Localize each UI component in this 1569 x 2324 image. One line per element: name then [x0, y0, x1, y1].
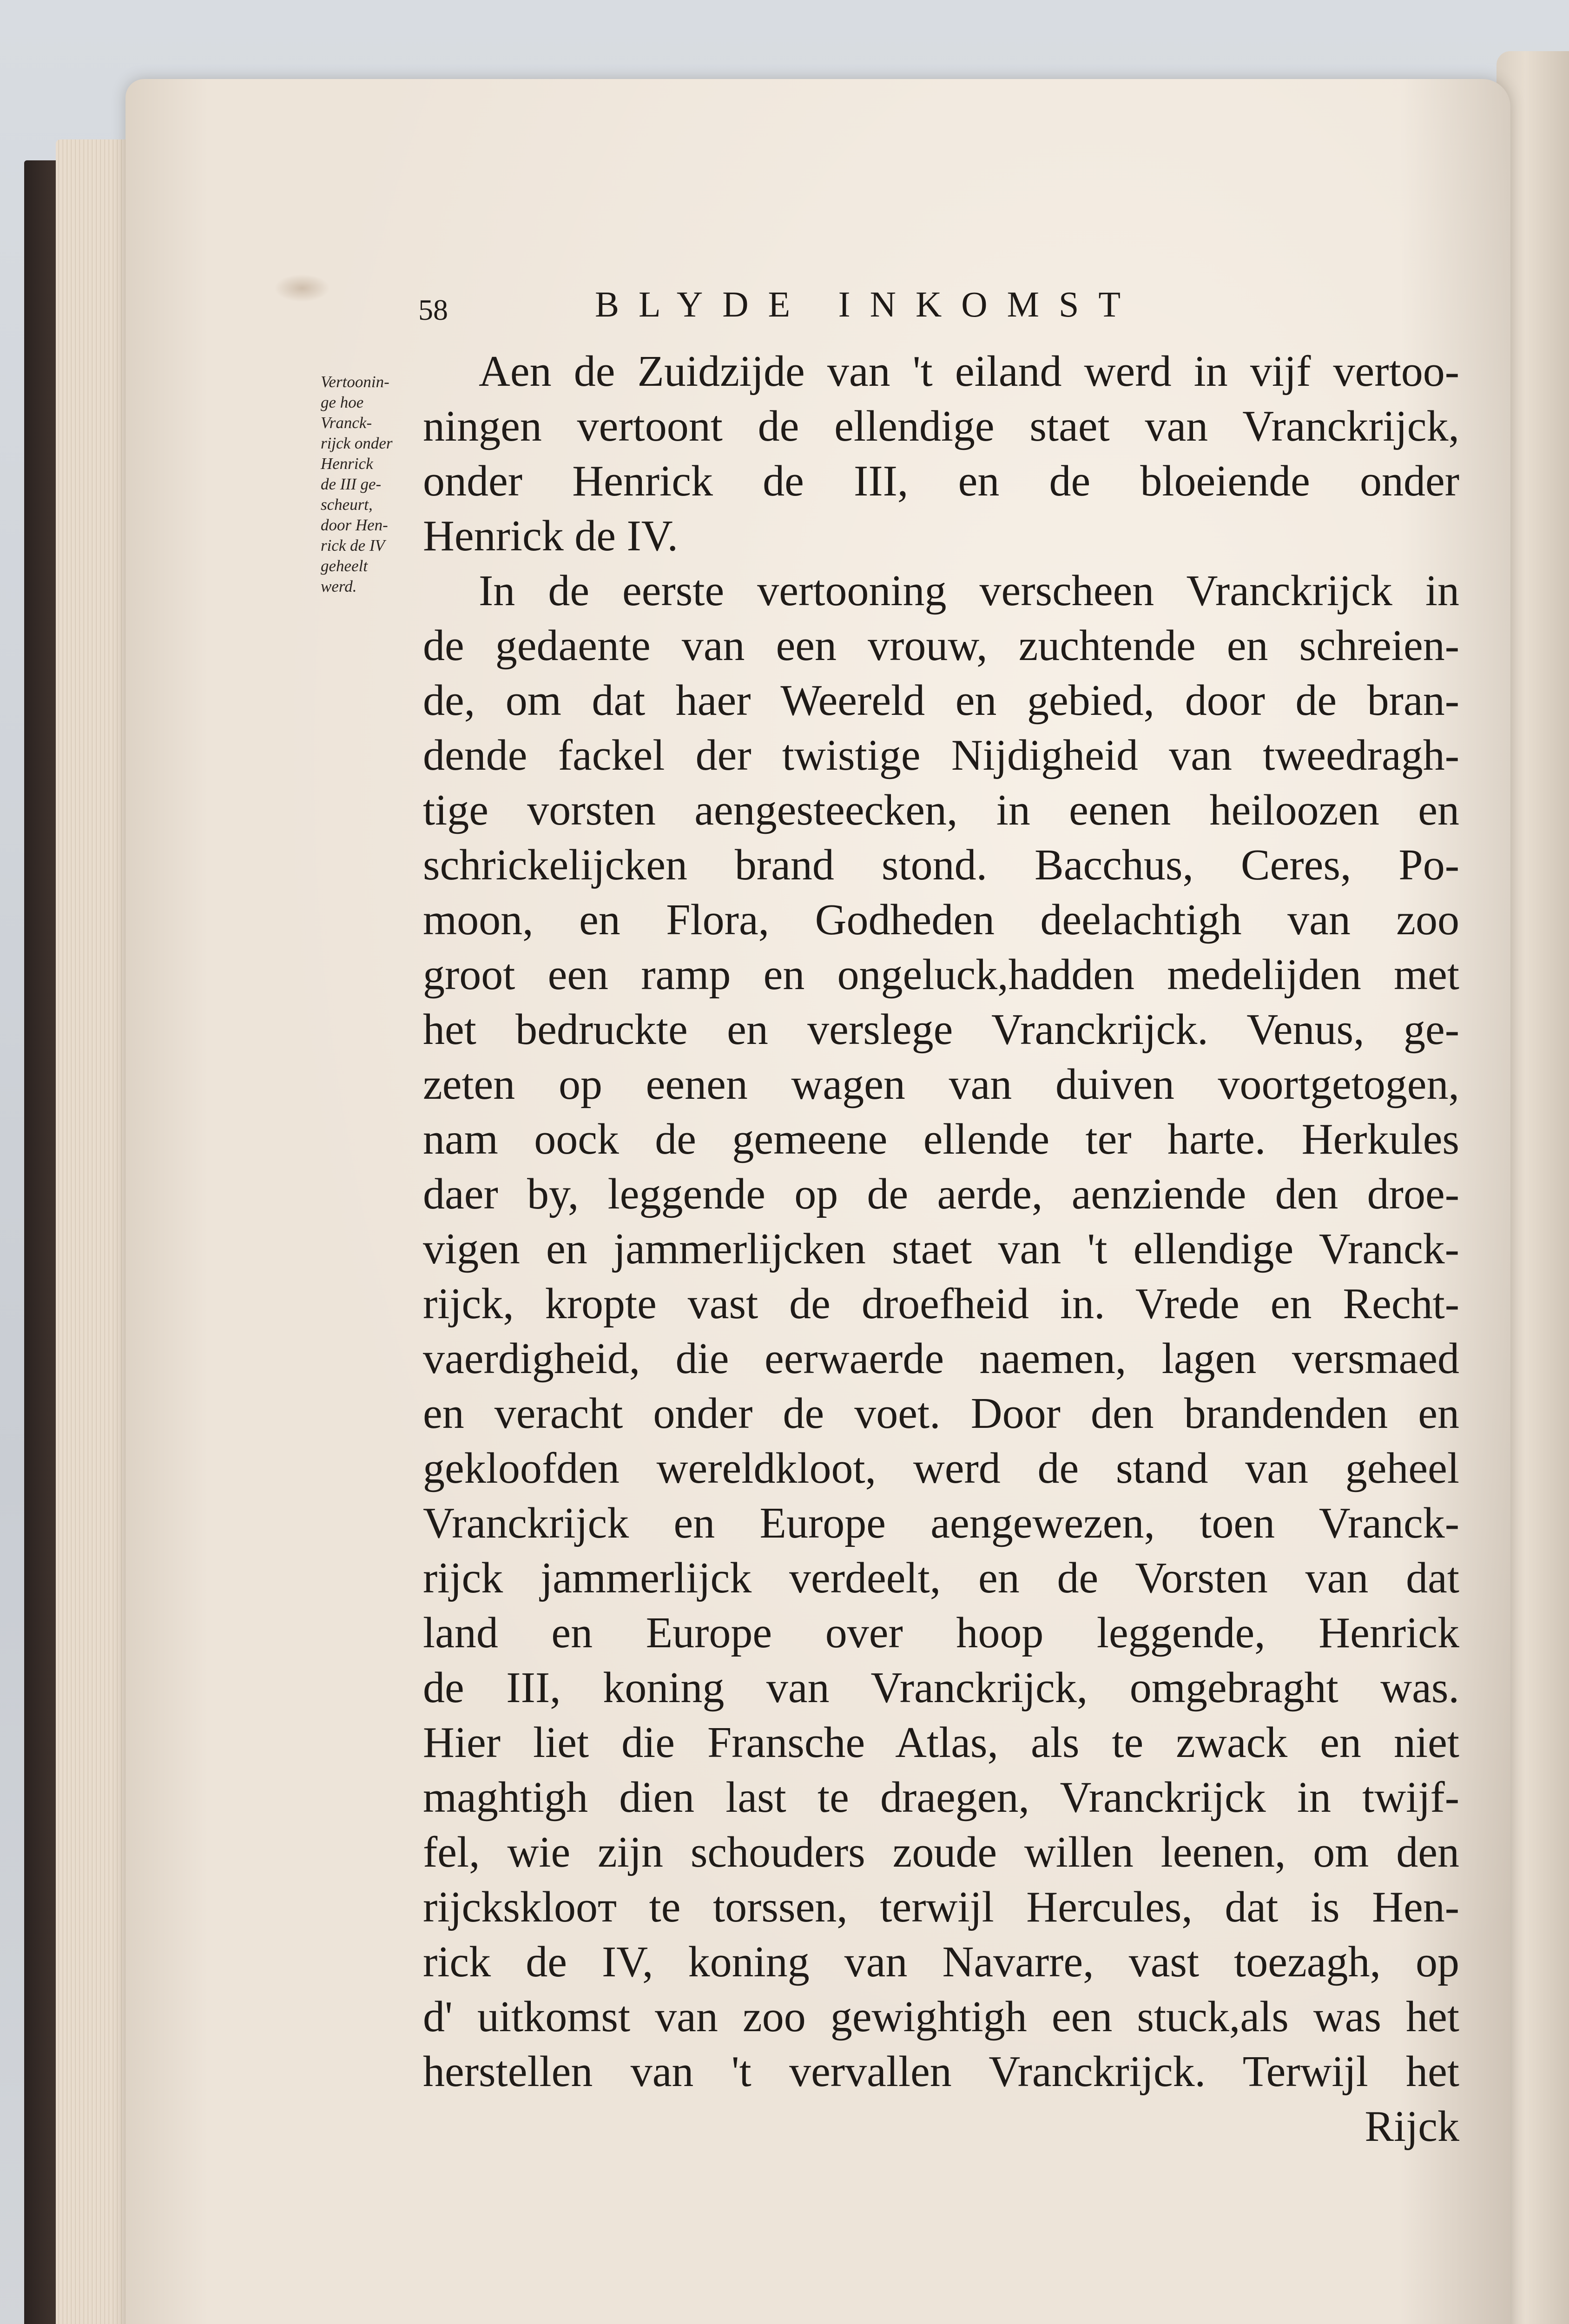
marginal-note-line: ge hoe — [321, 393, 364, 411]
marginal-note-line: rijck onder — [321, 434, 393, 452]
body-line: de III, koning van Vranckrijck, omgebraght was. — [423, 1664, 1459, 1712]
marginal-note-line: geheelt — [321, 557, 368, 575]
running-title: BLYDE INKOMST — [595, 284, 1140, 324]
marginal-note-line: Vertoonin- — [321, 373, 389, 391]
body-line: Henrick de IV. — [423, 512, 679, 560]
marginal-note-line: Vranck- — [321, 414, 372, 432]
page-stain — [274, 274, 330, 302]
body-line: moon, en Flora, Godheden deelachtigh van zoo — [423, 896, 1459, 944]
page-number: 58 — [418, 293, 448, 326]
catchword: Rijck — [1365, 2102, 1459, 2151]
marginal-note-line: door Hen- — [321, 516, 388, 534]
body-line: onder Henrick de III, en de bloeiende onder — [423, 457, 1459, 505]
marginal-note-line: de III ge- — [321, 475, 382, 493]
body-line: fel, wie zijn schouders zoude willen leenen, om den — [423, 1828, 1459, 1876]
marginal-note-line: scheurt, — [321, 495, 373, 514]
body-line: dende fackel der twistige Nijdigheid van tweedragh- — [423, 731, 1459, 779]
marginal-note-line: werd. — [321, 577, 357, 595]
marginal-note — [321, 372, 428, 597]
body-line: rijck jammerlijck verdeelt, en de Vorsten van dat — [423, 1554, 1459, 1602]
body-line: In de eerste vertooning verscheen Vranckrijck in — [479, 567, 1459, 615]
body-line: de, om dat haer Weereld en gebied, door de bran- — [423, 676, 1459, 725]
body-line: nam oock de gemeene ellende ter harte. Herkules — [423, 1115, 1459, 1163]
marginal-note-line: Henrick — [321, 455, 373, 473]
body-line: schrickelijcken brand stond. Bacchus, Ceres, Po- — [423, 841, 1459, 889]
body-line: maghtigh dien last te draegen, Vranckrijck in twijf- — [423, 1773, 1459, 1822]
body-line: Vranckrijck en Europe aengewezen, toen Vranck- — [423, 1499, 1459, 1547]
body-line: de gedaente van een vrouw, zuchtende en schreien- — [423, 621, 1459, 670]
body-line: ningen vertoont de ellendige staet van Vranckrijck, — [423, 402, 1459, 450]
body-line: daer by, leggende op de aerde, aenziende den droe- — [423, 1170, 1459, 1218]
body-line: land en Europe over hoop leggende, Henrick — [423, 1609, 1459, 1657]
body-text — [423, 344, 1459, 2154]
body-line: rijcksklooт te torssen, terwijl Hercules, dat is Hen- — [423, 1883, 1459, 1931]
body-line: het bedruckte en verslege Vranckrijck. Venus, ge- — [423, 1005, 1459, 1054]
body-line: en veracht onder de voet. Door den brandenden en — [423, 1389, 1459, 1438]
marginal-note-line: rick de IV — [321, 536, 385, 555]
body-line: zeten op eenen wagen van duiven voortgetogen, — [423, 1060, 1459, 1109]
body-line: vaerdigheid, die eerwaerde naemen, lagen versmaed — [423, 1334, 1459, 1383]
body-line: vigen en jammerlijcken staet van 't ellendige Vranck- — [423, 1225, 1459, 1273]
body-line: rick de IV, koning van Navarre, vast toezagh, op — [423, 1938, 1459, 1986]
body-line: Hier liet die Fransche Atlas, als te zwack en niet — [423, 1718, 1459, 1767]
body-line: d' uitkomst van zoo gewightigh een stuck,als was het — [423, 1993, 1459, 2041]
body-line: gekloofden wereldkloot, werd de stand van geheel — [423, 1444, 1459, 1492]
body-line: herstellen van 't vervallen Vranckrijck. Terwijl het — [423, 2047, 1459, 2096]
body-line: tige vorsten aengesteecken, in eenen heiloozen en — [423, 786, 1459, 834]
body-line: rijck, kropte vast de droefheid in. Vrede en Recht- — [423, 1280, 1459, 1328]
body-line: groot een ramp en ongeluck,hadden medelijden met — [423, 951, 1459, 999]
body-line: Aen de Zuidzijde van 't eiland werd in vijf vertoo- — [479, 347, 1459, 396]
page-header — [418, 284, 1534, 339]
